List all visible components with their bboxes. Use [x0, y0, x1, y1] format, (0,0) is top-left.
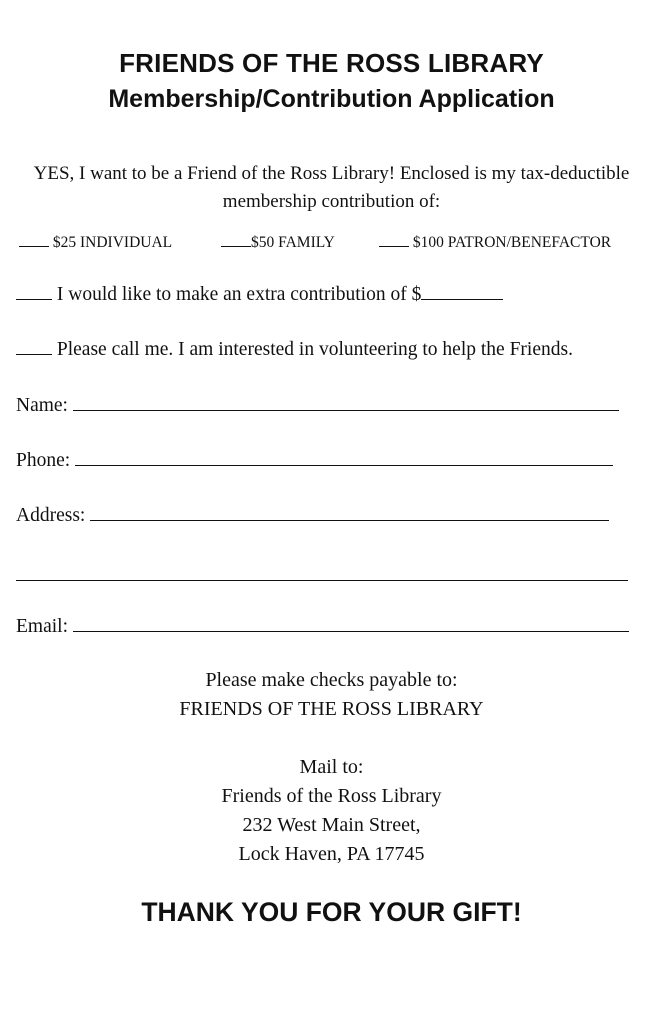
intro-text: YES, I want to be a Friend of the Ross Library! Enclosed is my tax-deductible membership contribution of: [33, 163, 630, 212]
volunteer-row[interactable] [16, 339, 573, 361]
tier-individual-label: $25 INDIVIDUAL [52, 234, 173, 251]
thank-you-message: THANK YOU FOR YOUR GIFT! [141, 897, 522, 927]
address-field[interactable] [16, 505, 609, 527]
tier-family-label: $50 FAMILY [251, 234, 335, 251]
tier-patron-blank[interactable] [379, 245, 409, 247]
volunteer-label: Please call me. I am interested in volunteering to help the Friends. [56, 339, 573, 360]
tier-family[interactable] [221, 234, 335, 252]
extra-contribution-amount-blank[interactable] [421, 298, 503, 300]
mailing-address-city: Lock Haven, PA 17745 [238, 843, 425, 865]
extra-contribution-label: I would like to make an extra contribution of $ [56, 284, 422, 305]
mailing-address-name: Friends of the Ross Library [221, 785, 442, 807]
email-blank[interactable] [73, 630, 629, 632]
form-title: FRIENDS OF THE ROSS LIBRARY [119, 48, 544, 78]
name-blank[interactable] [73, 409, 619, 411]
name-field[interactable] [16, 395, 619, 417]
form-subtitle: Membership/Contribution Application [108, 85, 555, 113]
phone-blank[interactable] [75, 464, 613, 466]
address-blank[interactable] [90, 519, 609, 521]
checks-payee: FRIENDS OF THE ROSS LIBRARY [179, 698, 484, 720]
tier-family-blank[interactable] [221, 245, 251, 247]
tier-patron[interactable] [379, 234, 611, 252]
name-label: Name: [16, 395, 68, 416]
phone-field[interactable] [16, 450, 613, 472]
email-field[interactable] [16, 616, 629, 638]
extra-contribution-check-blank[interactable] [16, 298, 52, 300]
tier-individual[interactable] [19, 234, 172, 252]
mailing-address-street: 232 West Main Street, [242, 814, 421, 836]
extra-contribution-row[interactable] [16, 284, 503, 306]
address-second-line-blank[interactable] [16, 580, 628, 581]
address-label: Address: [16, 505, 86, 526]
tier-patron-label: $100 PATRON/BENEFACTOR [412, 234, 612, 251]
checks-payable-line: Please make checks payable to: [205, 669, 458, 691]
volunteer-check-blank[interactable] [16, 353, 52, 355]
phone-label: Phone: [16, 450, 71, 471]
tier-individual-blank[interactable] [19, 245, 49, 247]
email-label: Email: [16, 616, 68, 637]
mail-to-label: Mail to: [299, 756, 364, 778]
